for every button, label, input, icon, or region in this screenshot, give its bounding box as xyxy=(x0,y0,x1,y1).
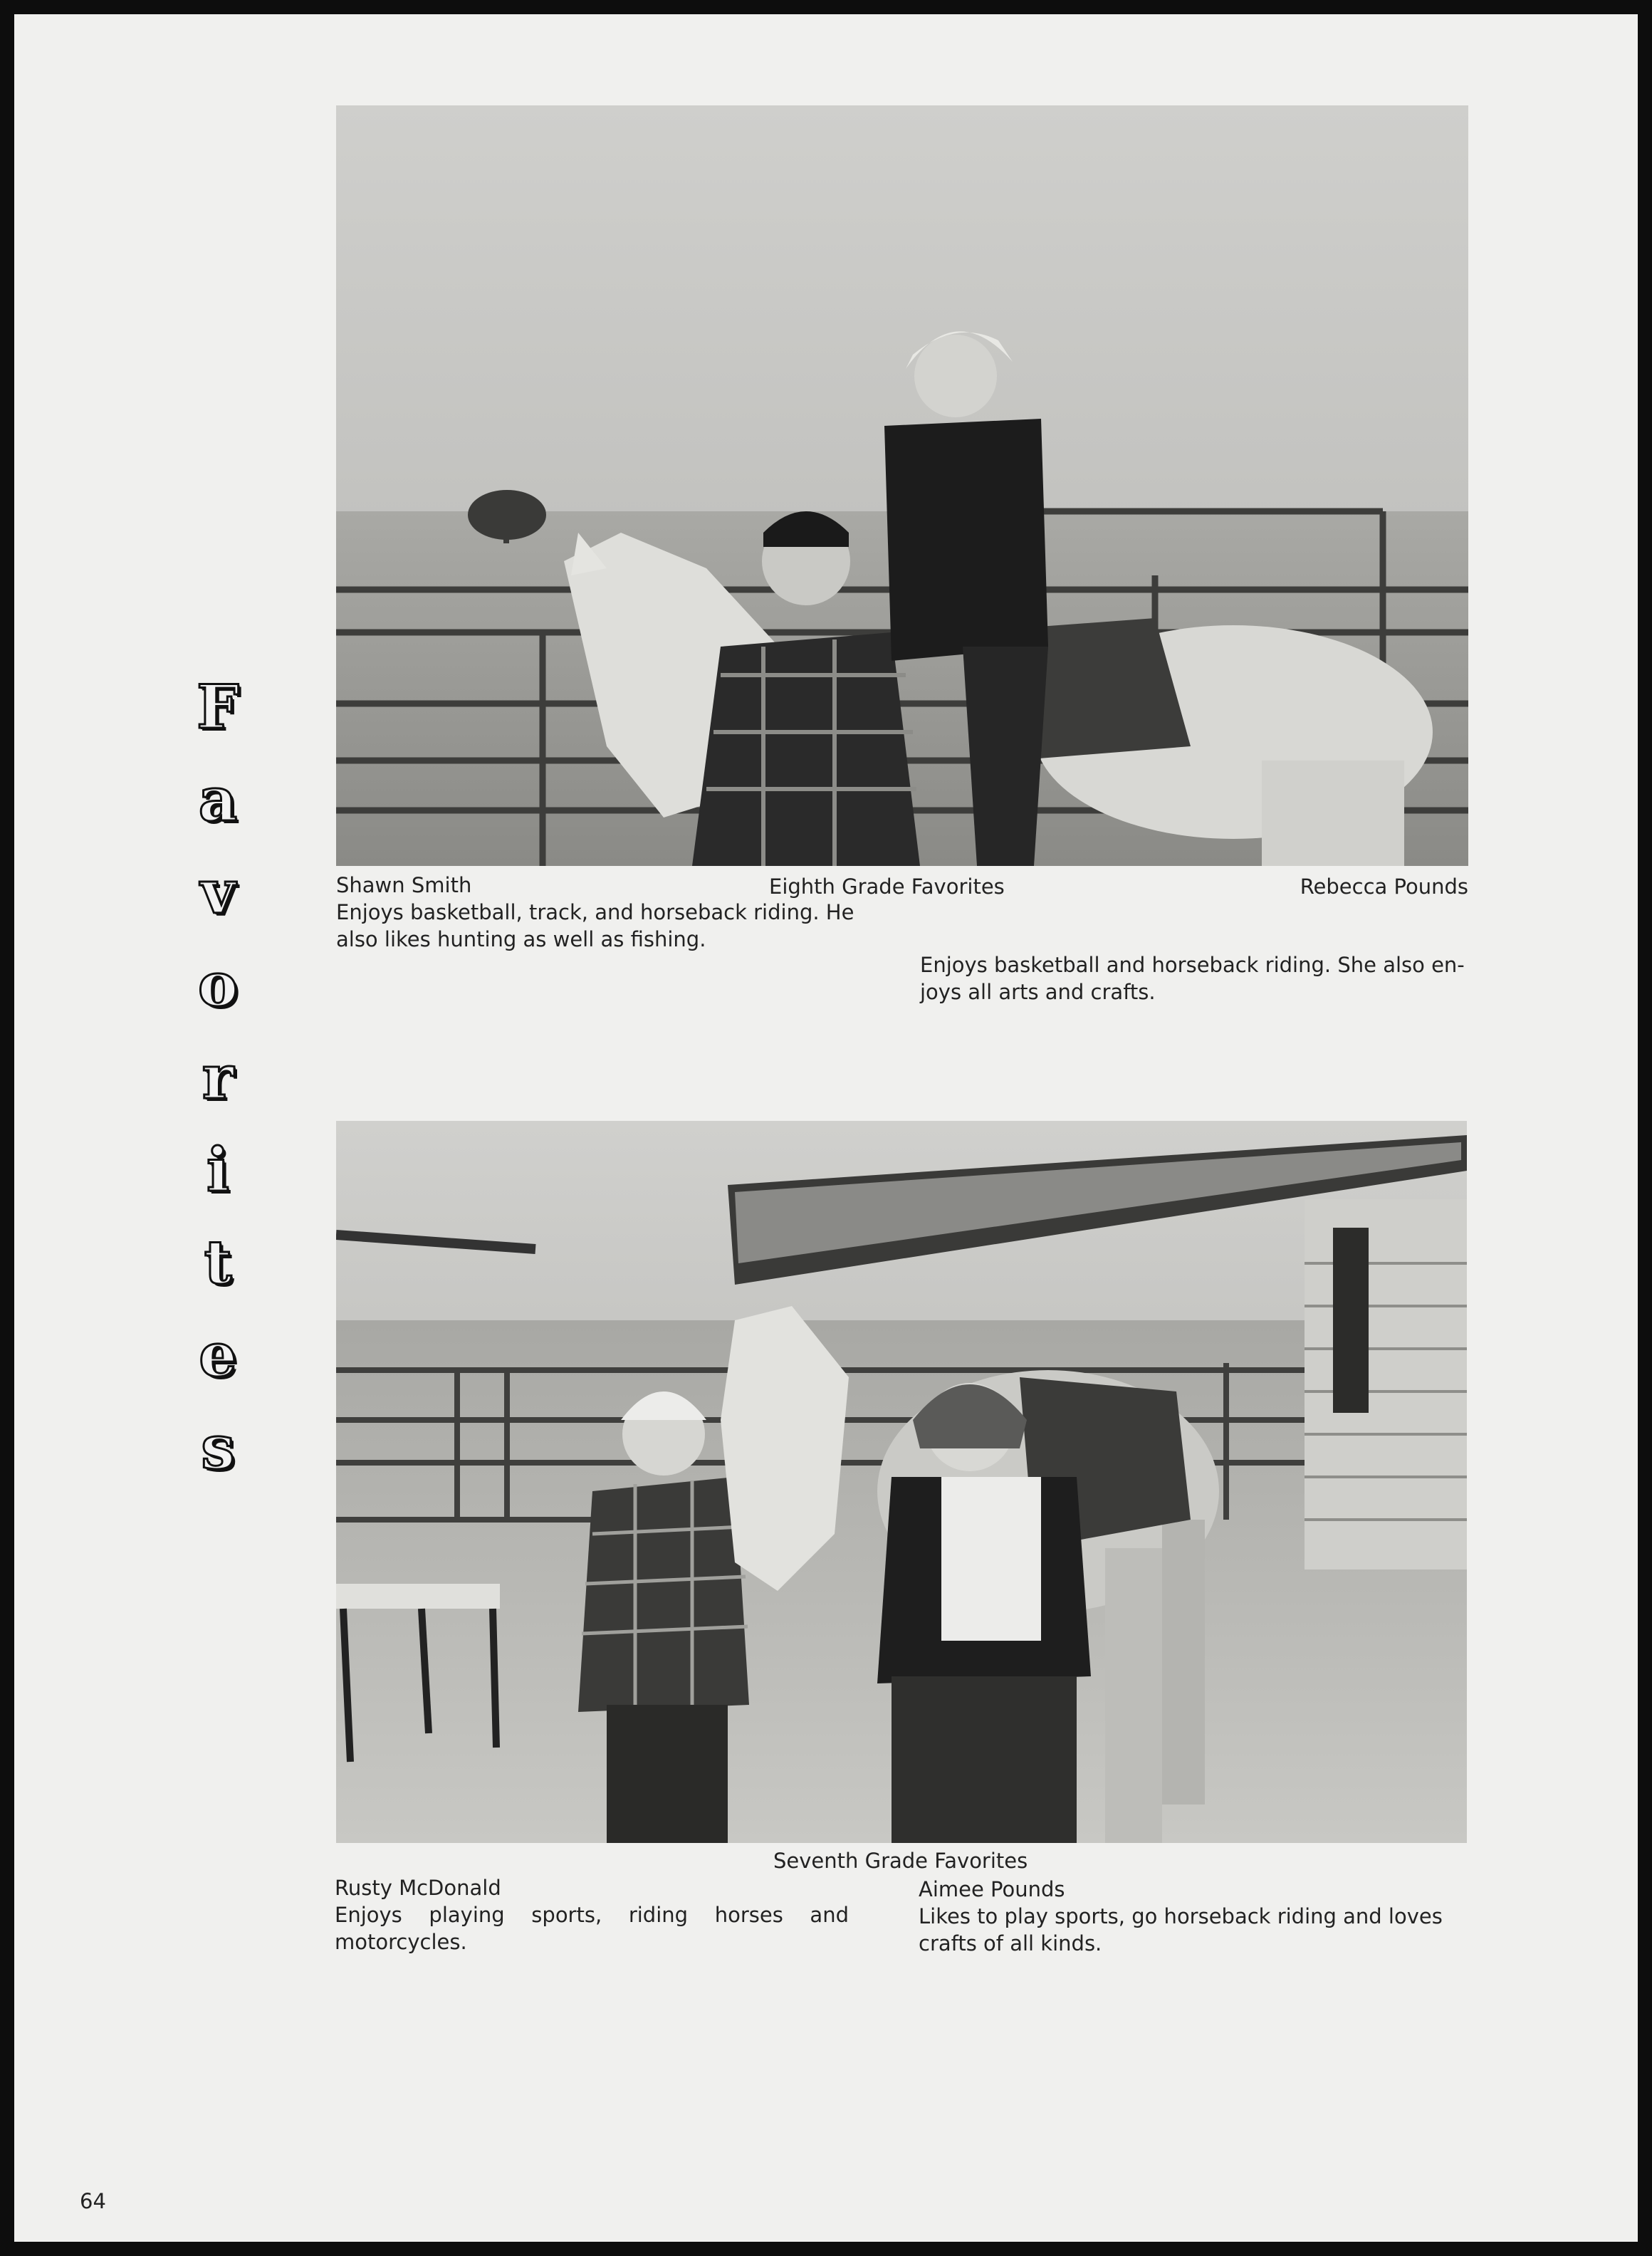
seventh-grade-photo xyxy=(336,1121,1467,1843)
seventh-right-name: Aimee Pounds xyxy=(919,1877,1065,1901)
page-number: 64 xyxy=(80,2189,106,2213)
title-letter: a xyxy=(198,764,238,835)
title-letter: s xyxy=(201,1412,235,1483)
yearbook-page xyxy=(14,14,1638,2242)
seventh-left-name: Rusty McDonald xyxy=(335,1876,501,1900)
eighth-left-name: Shawn Smith xyxy=(336,873,472,897)
title-letter: t xyxy=(204,1227,232,1297)
seventh-left-desc-1: Enjoys playing sports, riding horses and xyxy=(335,1903,849,1927)
eighth-grade-photo xyxy=(336,105,1468,866)
title-letter: r xyxy=(202,1042,234,1112)
title-letter: v xyxy=(200,857,236,927)
title-letter: F xyxy=(197,672,239,742)
seventh-right-desc-2: crafts of all kinds. xyxy=(919,1931,1102,1955)
title-letter: o xyxy=(197,949,239,1020)
title-letter: i xyxy=(206,1134,229,1205)
eighth-right-desc-2: joys all arts and crafts. xyxy=(920,980,1156,1004)
eighth-left-desc-1: Enjoys basketball, track, and horseback riding. He xyxy=(336,900,854,924)
seventh-left-desc-2: motorcycles. xyxy=(335,1930,467,1954)
eighth-heading: Eighth Grade Favorites xyxy=(769,874,1005,899)
eighth-right-desc-1: Enjoys basketball and horseback riding. She also en- xyxy=(920,953,1465,977)
favorites-title xyxy=(182,661,253,1494)
eighth-right-name: Rebecca Pounds xyxy=(1300,874,1468,899)
eighth-left-desc-2: also likes hunting as well as fishing. xyxy=(336,927,706,951)
seventh-right-desc-1: Likes to play sports, go horseback riding and loves xyxy=(919,1904,1443,1928)
title-letter: e xyxy=(199,1320,237,1390)
seventh-heading: Seventh Grade Favorites xyxy=(773,1849,1028,1873)
